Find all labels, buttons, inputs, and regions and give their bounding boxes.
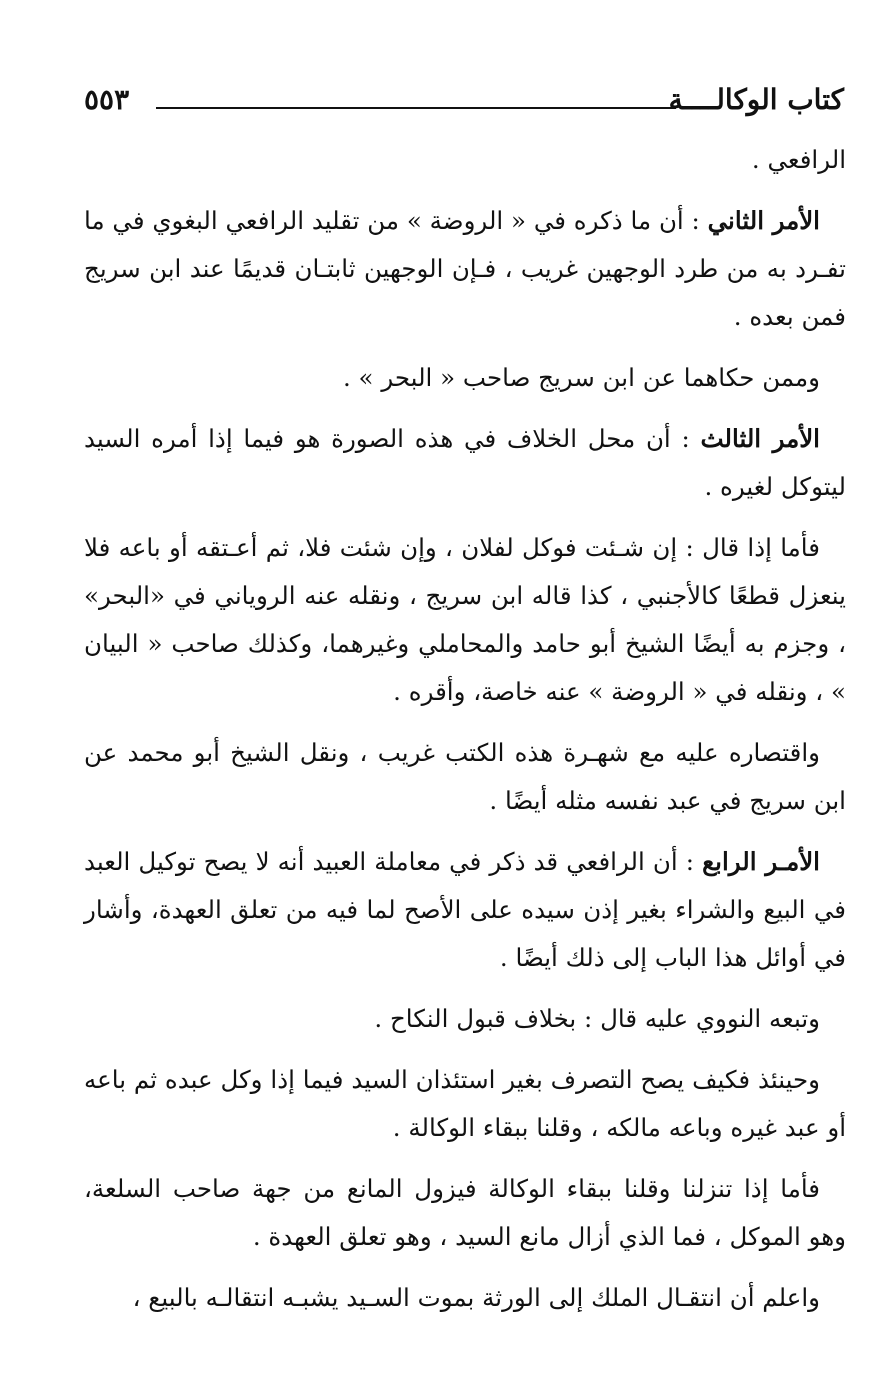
paragraph [84,838,846,982]
paragraph [84,1165,846,1261]
paragraph [84,1274,846,1322]
paragraph [84,524,846,716]
paragraph-heading: الأمر الثاني [707,206,820,235]
paragraph-text: الرافعي . [751,145,846,174]
paragraph [84,354,846,402]
paragraph-heading: الأمـر الرابع [702,847,820,876]
paragraph-text: : أن محل الخلاف في هذه الصورة هو فيما إذا أمره السيد ليتوكل لغيره . [84,424,846,501]
paragraph-text: وممن حكاهما عن ابن سريج صاحب « البحر » . [342,363,820,392]
paragraph-text: فأما إذا قال : إن شـئت فوكل لفلان ، وإن شئت فلا، ثم أعـتقه أو باعه فلا ينعزل قطعًا كالأجنبي ، كذا قاله ابن سريج ، ونقله عنه الروياني في «البحر» ، وجزم به أيضًا الشيخ أبو حامد والمحاملي وغيرهما، وكذلك صاحب « البيان » ، ونقله في « الروضة » عنه خاصة، وأقره . [84,533,846,706]
page-number: ٥٥٣ [84,83,130,116]
chapter-title: كتاب الوكالــــة [668,83,844,116]
paragraph-text: وحينئذ فكيف يصح التصرف بغير استئذان السيد فيما إذا وكل عبده ثم باعه أو عبد غيره وباعه مالكه ، وقلنا ببقاء الوكالة . [84,1065,846,1142]
paragraph-text: واقتصاره عليه مع شهـرة هذه الكتب غريب ، ونقل الشيخ أبو محمد عن ابن سريج في عبد نفسه مثله أيضًا . [84,738,846,815]
paragraph-text: : أن ما ذكره في « الروضة » من تقليد الرافعي البغوي في ما تفـرد به من طرد الوجهين غريب ، فـإن الوجهين ثابتـان قديمًا عند ابن سريج فمن بعده . [84,206,846,331]
running-header [84,80,844,120]
paragraph-text: : أن الرافعي قد ذكر في معاملة العبيد أنه لا يصح توكيل العبد في البيع والشراء بغير إذن سيده على الأصح لما فيه من تعلق العهدة، وأشار في أوائل هذا الباب إلى ذلك أيضًا . [84,847,846,972]
paragraph [84,729,846,825]
paragraph-heading: الأمر الثالث [700,424,820,453]
paragraph [84,136,846,184]
page-body [84,136,846,1335]
paragraph [84,1056,846,1152]
paragraph [84,995,846,1043]
paragraph [84,197,846,341]
paragraph-text: واعلم أن انتقـال الملك إلى الورثة بموت السـيد يشبـه انتقالـه بالبيع ، [132,1283,820,1312]
paragraph-text: وتبعه النووي عليه قال : بخلاف قبول النكاح . [374,1004,820,1033]
paragraph [84,415,846,511]
header-rule [156,107,676,109]
paragraph-text: فأما إذا تنزلنا وقلنا ببقاء الوكالة فيزول المانع من جهة صاحب السلعة، وهو الموكل ، فما الذي أزال مانع السيد ، وهو تعلق العهدة . [84,1174,846,1251]
